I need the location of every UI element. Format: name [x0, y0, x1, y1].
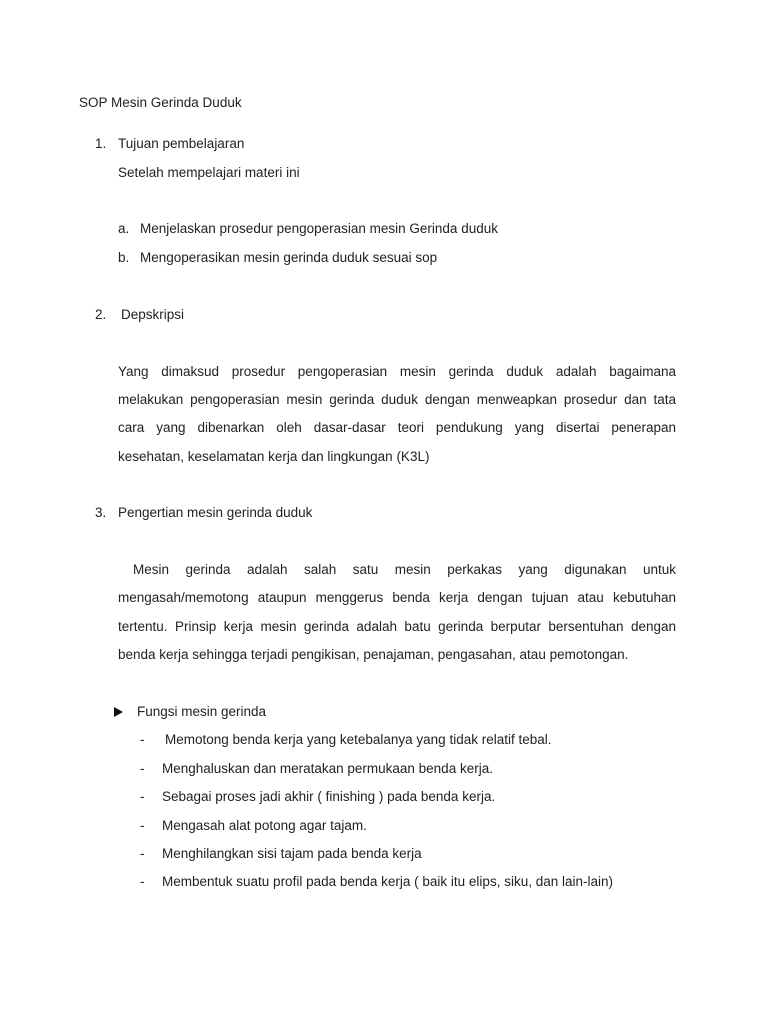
- arrow-bullet-icon: [114, 707, 123, 717]
- objective-b-letter: b.: [118, 250, 130, 265]
- fungsi-item-2: Menghaluskan dan meratakan permukaan benda kerja.: [162, 761, 493, 776]
- description-line-1: Yang dimaksud prosedur pengoperasian mesin gerinda duduk adalah bagaimana: [118, 364, 676, 379]
- objective-b-text: Mengoperasikan mesin gerinda duduk sesuai sop: [140, 250, 438, 265]
- fungsi-dash-4: -: [140, 818, 145, 833]
- fungsi-dash-1: -: [140, 732, 145, 747]
- section-3-number: 3.: [95, 505, 107, 520]
- document-title: SOP Mesin Gerinda Duduk: [79, 95, 242, 110]
- section-1-heading: Tujuan pembelajaran: [118, 136, 245, 151]
- fungsi-dash-5: -: [140, 846, 145, 861]
- fungsi-item-4: Mengasah alat potong agar tajam.: [162, 818, 367, 833]
- definition-line-3: tertentu. Prinsip kerja mesin gerinda adalah batu gerinda berputar bersentuhan dengan: [118, 619, 676, 634]
- fungsi-dash-3: -: [140, 789, 145, 804]
- section-1-number: 1.: [95, 136, 107, 151]
- fungsi-item-1: Memotong benda kerja yang ketebalanya yang tidak relatif tebal.: [165, 732, 552, 747]
- fungsi-dash-6: -: [140, 874, 145, 889]
- description-line-3: cara yang dibenarkan oleh dasar-dasar teori pendukung yang disertai penerapan: [118, 420, 676, 435]
- definition-line-1: Mesin gerinda adalah salah satu mesin perkakas yang digunakan untuk: [133, 562, 676, 577]
- fungsi-heading: Fungsi mesin gerinda: [137, 704, 267, 719]
- fungsi-dash-2: -: [140, 761, 145, 776]
- section-2-number: 2.: [95, 307, 107, 322]
- objective-a-text: Menjelaskan prosedur pengoperasian mesin Gerinda duduk: [140, 221, 498, 236]
- fungsi-item-6: Membentuk suatu profil pada benda kerja ( baik itu elips, siku, dan lain-lain): [162, 874, 613, 889]
- description-line-4: kesehatan, keselamatan kerja dan lingkungan (K3L): [118, 449, 430, 464]
- fungsi-item-3: Sebagai proses jadi akhir ( finishing ) pada benda kerja.: [162, 789, 496, 804]
- fungsi-item-5: Menghilangkan sisi tajam pada benda kerja: [162, 846, 422, 861]
- section-2-heading: Depskripsi: [121, 307, 185, 322]
- objective-a-letter: a.: [118, 221, 130, 236]
- section-3-heading: Pengertian mesin gerinda duduk: [118, 505, 313, 520]
- section-1-intro: Setelah mempelajari materi ini: [118, 165, 300, 180]
- definition-line-4: benda kerja sehingga terjadi pengikisan, penajaman, pengasahan, atau pemotongan.: [118, 647, 629, 662]
- description-line-2: melakukan pengoperasian mesin gerinda duduk dengan menweapkan prosedur dan tata: [118, 392, 676, 407]
- definition-line-2: mengasah/memotong ataupun menggerus benda kerja dengan tujuan atau kebutuhan: [118, 590, 676, 605]
